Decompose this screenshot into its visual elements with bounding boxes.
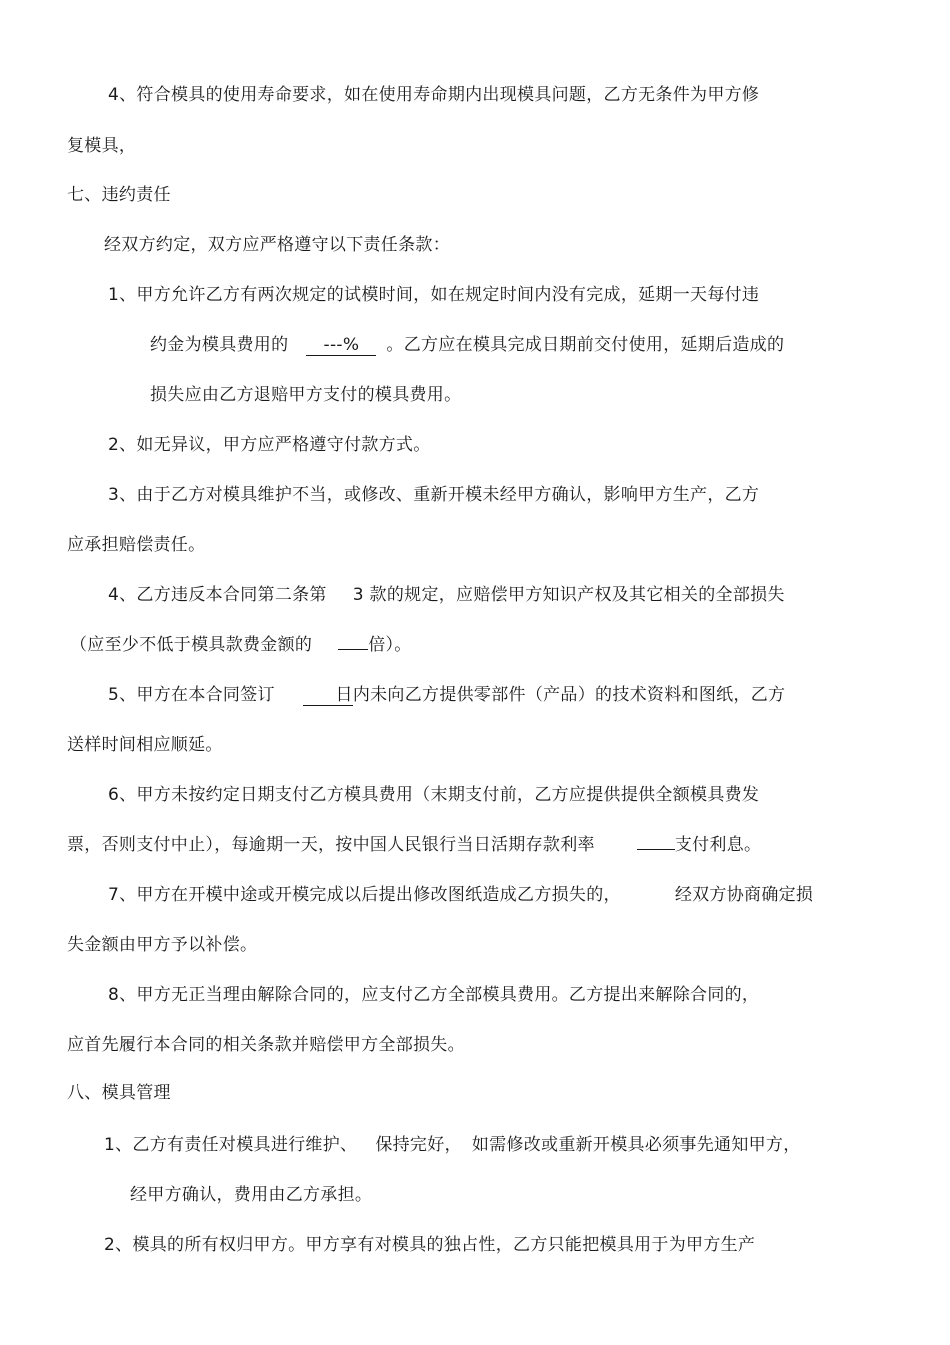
- clause-text: 支付利息。: [674, 835, 762, 855]
- clause-8-1-line-1: [104, 1133, 801, 1157]
- clause-text: 约金为模具费用的: [150, 335, 289, 355]
- clause-text: 票，否则支付中止），每逾期一天，按中国人民银行当日活期存款利率: [67, 835, 595, 855]
- clause-7-7-line-2: 失金额由甲方予以补偿。: [67, 935, 258, 955]
- clause-7-8-line-2: 应首先履行本合同的相关条款并赔偿甲方全部损失。: [67, 1035, 465, 1055]
- clause-7-8-line-1: 8、甲方无正当理由解除合同的，应支付乙方全部模具费用。乙方提出来解除合同的，: [108, 985, 760, 1005]
- clause-8-1-line-2: 经甲方确认，费用由乙方承担。: [130, 1185, 373, 1205]
- clause-7-2: 2、如无异议，甲方应严格遵守付款方式。: [108, 435, 431, 455]
- clause-6-4-line-1: 4、符合模具的使用寿命要求，如在使用寿命期内出现模具问题，乙方无条件为甲方修: [108, 85, 760, 105]
- clause-7-1-line-3: 损失应由乙方退赔甲方支付的模具费用。: [150, 385, 462, 405]
- clause-7-1-line-1: 1、甲方允许乙方有两次规定的试模时间，如在规定时间内没有完成，延期一天每付违: [108, 285, 760, 305]
- days-blank: 日: [303, 685, 353, 706]
- clause-text: （应至少不低于模具款费金额的: [70, 635, 313, 655]
- clause-7-6-line-1: 6、甲方未按约定日期支付乙方模具费用（末期支付前，乙方应提供提供全额模具费发: [108, 785, 760, 805]
- clause-8-2-line-1: 2、模具的所有权归甲方。甲方享有对模具的独占性，乙方只能把模具用于为甲方生产: [104, 1235, 756, 1255]
- clause-text: 内未向乙方提供零部件（产品）的技术资料和图纸，乙方: [352, 685, 786, 705]
- clause-7-6-line-2: [67, 833, 761, 857]
- clause-text: 3 款的规定，应赔偿甲方知识产权及其它相关的全部损失: [352, 585, 785, 605]
- clause-7-7-line-1: [108, 883, 813, 907]
- clause-text: 5、甲方在本合同签订: [108, 685, 275, 705]
- clause-7-3-line-2: 应承担赔偿责任。: [67, 535, 206, 555]
- section-7-heading: 七、违约责任: [67, 185, 171, 205]
- section-7-intro: 经双方约定，双方应严格遵守以下责任条款：: [104, 235, 450, 255]
- clause-7-1-line-2: [150, 333, 784, 357]
- clause-7-3-line-1: 3、由于乙方对模具维护不当，或修改、重新开模未经甲方确认，影响甲方生产，乙方: [108, 485, 760, 505]
- clause-text: 1、乙方有责任对模具进行维护、: [104, 1135, 358, 1155]
- clause-text: 保持完好，: [375, 1135, 462, 1155]
- clause-7-5-line-1: [108, 683, 785, 707]
- clause-text: 4、乙方违反本合同第二条第: [108, 585, 327, 605]
- penalty-rate-blank: ---%: [306, 335, 376, 356]
- clause-text: 经双方协商确定损: [674, 885, 814, 905]
- clause-7-5-line-2: 送样时间相应顺延。: [67, 735, 223, 755]
- clause-7-4-line-2: [70, 633, 412, 657]
- clause-text: 如需修改或重新开模具必须事先通知甲方，: [471, 1135, 801, 1155]
- multiple-blank: [338, 649, 368, 650]
- clause-text: 7、甲方在开模中途或开模完成以后提出修改图纸造成乙方损失的，: [108, 885, 621, 905]
- clause-6-4-line-2: 复模具，: [67, 136, 137, 156]
- clause-text: 。乙方应在模具完成日期前交付使用，延期后造成的: [386, 335, 785, 355]
- clause-text: 倍）。: [368, 635, 412, 655]
- interest-rate-blank: [637, 849, 675, 850]
- section-8-heading: 八、模具管理: [67, 1083, 171, 1103]
- clause-7-4-line-1: [108, 583, 785, 607]
